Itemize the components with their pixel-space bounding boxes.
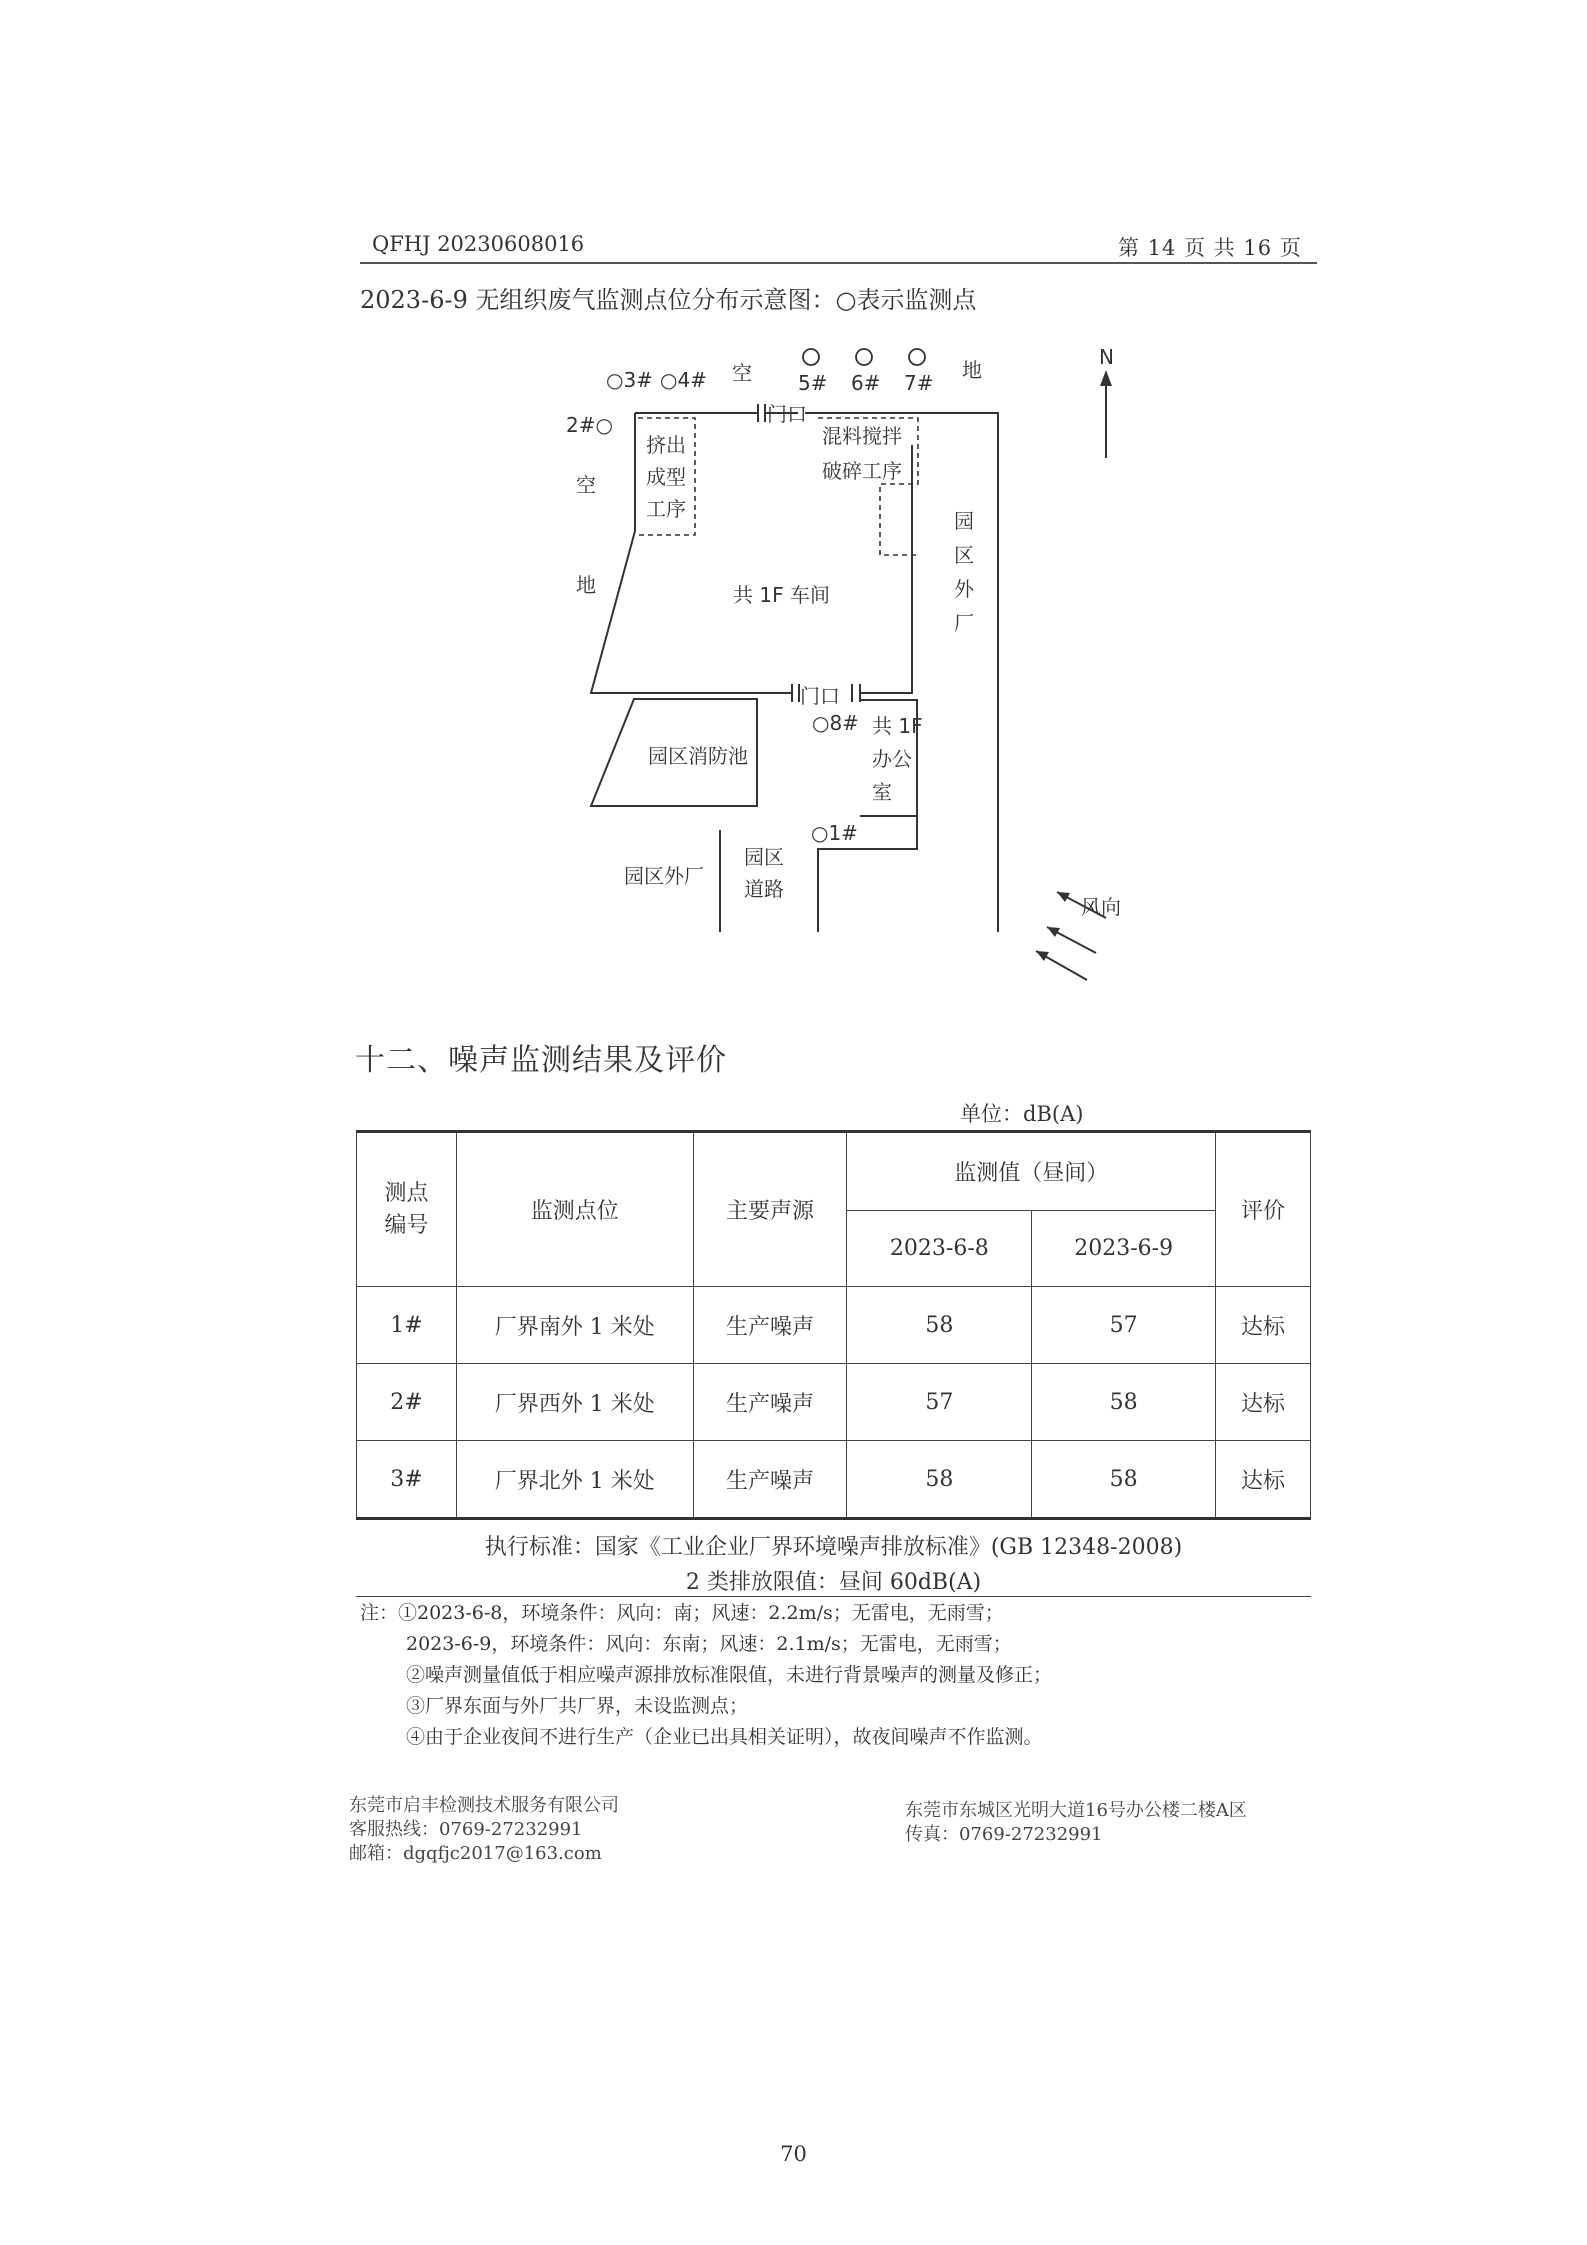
notes-divider [356, 1596, 1311, 1597]
monitor-point-8: ○8# [812, 711, 859, 735]
label-door-north: 门口 [767, 402, 807, 426]
unit-label: 单位：dB(A) [960, 1102, 1084, 1126]
footer-right [905, 1799, 1247, 1847]
note-line: 注：①2023-6-8，环境条件：风向：南；风速：2.2m/s；无雷电，无雨雪； [360, 1602, 1004, 1624]
standard-line-1: 执行标准：国家《工业企业厂界环境噪声排放标准》(GB 12348-2008) [484, 1535, 1183, 1560]
table-row [357, 1287, 1311, 1364]
footer-left [349, 1794, 619, 1866]
door-tick-south-left [792, 684, 799, 702]
footer-email: 邮箱：dgqfjc2017@163.com [349, 1843, 602, 1864]
monitor-point-2: 2#○ [566, 413, 613, 437]
monitor-circle-5 [803, 349, 819, 365]
label-fire-pool: 园区消防池 [648, 744, 748, 768]
label-workshop: 共 1F 车间 [733, 583, 830, 607]
monitor-circle-7 [909, 349, 925, 365]
cell-location: 厂界西外 1 米处 [456, 1364, 693, 1441]
label-park-factory: 园区外厂 [624, 864, 704, 888]
table-row [357, 1441, 1311, 1519]
note-line: ②噪声测量值低于相应噪声源排放标准限值，未进行背景噪声的测量及修正； [406, 1664, 1053, 1686]
cell-source: 生产噪声 [693, 1287, 847, 1364]
monitor-point-7: 7# [904, 371, 934, 395]
monitor-point-6: 6# [851, 371, 881, 395]
diagram-caption: 2023-6-9 无组织废气监测点位分布示意图：○表示监测点 [360, 286, 977, 314]
footer-company: 东莞市启丰检测技术服务有限公司 [349, 1795, 619, 1816]
door-tick-north [758, 404, 765, 422]
label-park-out-1: 园 [954, 509, 974, 533]
cell-eval: 达标 [1216, 1364, 1311, 1441]
label-road-1: 园区 [744, 845, 784, 869]
label-park-out-4: 厂 [954, 611, 974, 635]
label-kong-top: 空 [732, 361, 752, 385]
cell-source: 生产噪声 [693, 1441, 847, 1519]
label-office-1: 共 1F [872, 714, 923, 738]
header-location: 监测点位 [456, 1132, 693, 1287]
east-boundary [805, 413, 998, 932]
monitor-circle-6 [856, 349, 872, 365]
cell-point-no: 1# [357, 1287, 457, 1364]
label-extrude-2: 成型 [646, 465, 686, 489]
cell-value-date-1: 58 [847, 1441, 1032, 1519]
door-tick-south-right [852, 684, 860, 702]
cell-value-date-1: 57 [847, 1364, 1032, 1441]
label-di-top: 地 [962, 358, 982, 382]
cell-point-no: 2# [357, 1364, 457, 1441]
north-label: N [1099, 345, 1114, 369]
site-diagram [540, 330, 1140, 990]
cell-eval: 达标 [1216, 1287, 1311, 1364]
label-mixing-1: 混料搅拌 [822, 424, 902, 448]
cell-eval: 达标 [1216, 1441, 1311, 1519]
header-rule [360, 262, 1317, 264]
section-title: 十二、噪声监测结果及评价 [355, 1043, 727, 1078]
cell-value-date-1: 58 [847, 1287, 1032, 1364]
footer-hotline: 客服热线：0769-27232991 [349, 1819, 583, 1840]
label-park-out-3: 外 [954, 577, 974, 601]
header-source: 主要声源 [693, 1132, 847, 1287]
header-value: 监测值（昼间） [847, 1132, 1216, 1211]
label-extrude-1: 挤出 [646, 433, 686, 457]
north-arrow-head [1100, 370, 1112, 386]
standard-line-2: 2 类排放限值：昼间 60dB(A) [685, 1570, 982, 1595]
note-line: ③厂界东面与外厂共厂界，未设监测点； [406, 1695, 749, 1717]
label-mixing-2: 破碎工序 [822, 459, 902, 483]
monitor-point-4: ○4# [660, 368, 707, 392]
wind-label: 风向 [1081, 895, 1121, 919]
note-line: ④由于企业夜间不进行生产（企业已出具相关证明），故夜间噪声不作监测。 [406, 1726, 1043, 1748]
report-number: QFHJ 20230608016 [372, 232, 585, 256]
monitor-point-5: 5# [798, 371, 828, 395]
cell-location: 厂界南外 1 米处 [456, 1287, 693, 1364]
header-date-1: 2023-6-8 [847, 1211, 1032, 1287]
page-number: 70 [780, 2142, 807, 2166]
label-kong-left: 空 [576, 473, 596, 497]
label-office-3: 室 [872, 780, 892, 804]
monitor-point-3: ○3# [606, 368, 653, 392]
cell-value-date-2: 57 [1032, 1287, 1216, 1364]
cell-value-date-2: 58 [1032, 1441, 1216, 1519]
header-point-no: 测点 编号 [357, 1132, 457, 1287]
footer-address: 东莞市东城区光明大道16号办公楼二楼A区 [905, 1800, 1247, 1821]
monitor-point-1: ○1# [811, 821, 858, 845]
header-eval: 评价 [1216, 1132, 1311, 1287]
label-door-south: 门口 [800, 684, 840, 708]
label-park-out-2: 区 [954, 543, 974, 567]
label-road-2: 道路 [744, 877, 784, 901]
label-extrude-3: 工序 [646, 497, 686, 521]
notes-block [360, 1598, 1052, 1753]
page-info: 第 14 页 共 16 页 [1118, 236, 1302, 260]
label-di-left: 地 [576, 573, 596, 597]
cell-location: 厂界北外 1 米处 [456, 1441, 693, 1519]
wind-arrow-heads [1036, 892, 1070, 961]
noise-results-table [356, 1130, 1311, 1520]
label-office-2: 办公 [872, 747, 912, 771]
table-row [357, 1364, 1311, 1441]
footer-fax: 传真：0769-27232991 [905, 1824, 1103, 1845]
cell-point-no: 3# [357, 1441, 457, 1519]
note-line: 2023-6-9，环境条件：风向：东南；风速：2.1m/s；无雷电，无雨雪； [406, 1633, 1012, 1655]
header-date-2: 2023-6-9 [1032, 1211, 1216, 1287]
workshop-west-wall [591, 413, 792, 693]
cell-value-date-2: 58 [1032, 1364, 1216, 1441]
cell-source: 生产噪声 [693, 1364, 847, 1441]
